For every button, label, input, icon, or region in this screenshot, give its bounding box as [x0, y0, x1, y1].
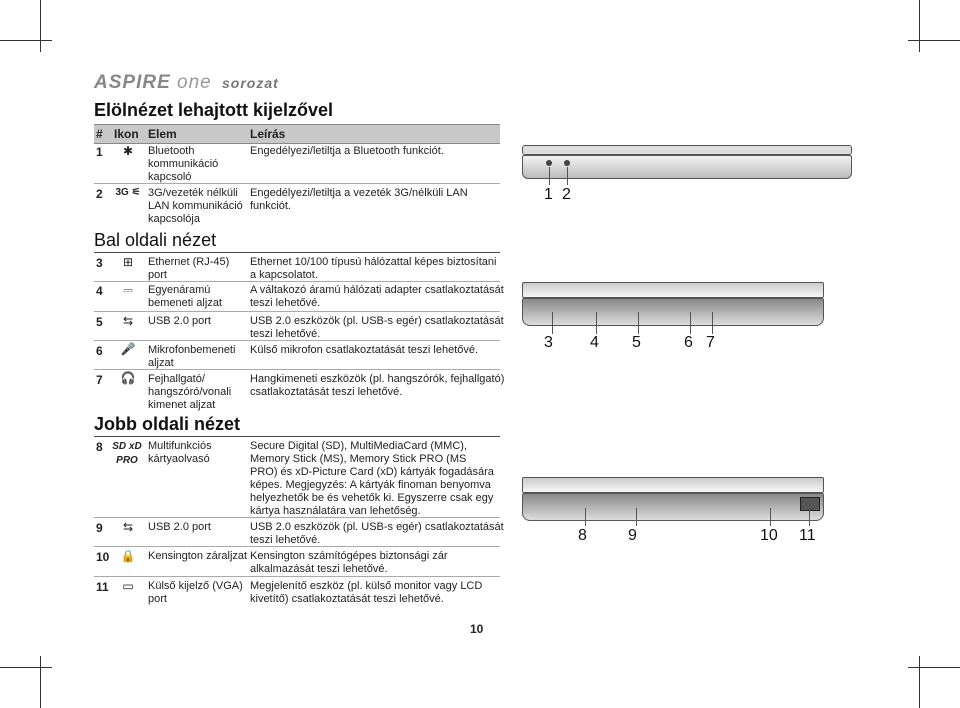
row-desc: Kensington számítógépes biztonsági zár alkalmazását teszi lehetővé.	[250, 550, 448, 575]
table-header	[94, 124, 500, 144]
row-desc: Hangkimeneti eszközök (pl. hangszórók, fejhallgató) csatlakoztatását teszi lehetővé.	[250, 373, 505, 398]
row-num: 2	[96, 187, 103, 201]
callout-line	[549, 167, 550, 185]
divider	[94, 436, 500, 437]
aspire-one-logo	[94, 72, 279, 94]
row-desc: A váltakozó áramú hálózati adapter csatlakoztatását teszi lehetővé.	[250, 284, 504, 309]
callout-2: 2	[562, 186, 571, 203]
dc-in-icon: ⎓	[123, 283, 133, 297]
header-icon: Ikon	[114, 127, 139, 141]
callout-3: 3	[544, 334, 553, 351]
crop-mark	[908, 40, 960, 41]
divider	[94, 311, 500, 312]
row-elem: Külső kijelző (VGA) port	[148, 580, 243, 605]
laptop-right-base	[522, 493, 824, 521]
divider	[94, 517, 500, 518]
row-num: 8	[96, 440, 103, 454]
callout-7: 7	[706, 334, 715, 351]
divider	[94, 252, 500, 253]
divider	[94, 546, 500, 547]
row-num: 5	[96, 315, 103, 329]
section-title-front: Elölnézet lehajtott kijelzővel	[94, 100, 334, 120]
callout-11: 11	[799, 527, 816, 544]
laptop-front-lid	[522, 145, 852, 155]
callout-line	[690, 312, 691, 334]
callout-line	[712, 312, 713, 334]
callout-line	[567, 167, 568, 185]
vga-icon: ▭	[122, 579, 134, 593]
row-num: 3	[96, 256, 103, 270]
callout-10: 10	[760, 527, 778, 544]
bluetooth-icon: ✱	[122, 144, 134, 158]
row-elem: 3G/vezeték nélküli LAN kommunikáció kapcsolója	[148, 187, 243, 225]
row-elem: Egyenáramú bemeneti aljzat	[148, 284, 222, 309]
callout-line	[636, 508, 637, 526]
crop-mark	[0, 667, 52, 668]
callout-line	[638, 312, 639, 334]
crop-mark	[919, 656, 920, 708]
crop-mark	[0, 40, 52, 41]
row-desc: Ethernet 10/100 típusú hálózattal képes biztosítani a kapcsolatot.	[250, 256, 497, 281]
row-num: 7	[96, 373, 103, 387]
callout-line	[552, 312, 553, 334]
vga-port	[800, 497, 820, 511]
headphones-icon: 🎧	[120, 371, 136, 385]
callout-8: 8	[578, 527, 587, 544]
callout-5: 5	[632, 334, 641, 351]
row-elem: Bluetooth kommunikáció kapcsoló	[148, 145, 219, 183]
section-title-right: Jobb oldali nézet	[94, 414, 241, 434]
divider	[94, 369, 500, 370]
card-reader-icon: SD xD PRO	[112, 441, 142, 466]
row-desc: Engedélyezi/letiltja a Bluetooth funkciót.	[250, 145, 444, 157]
divider	[94, 281, 500, 282]
divider	[94, 340, 500, 341]
row-elem: Fejhallgató/ hangszóró/vonali kimenet aljzat	[148, 373, 232, 411]
usb-icon: ⇆	[122, 520, 134, 534]
callout-4: 4	[590, 334, 599, 351]
row-elem: USB 2.0 port	[148, 521, 211, 533]
crop-mark	[40, 656, 41, 708]
row-elem: USB 2.0 port	[148, 315, 211, 327]
divider	[94, 183, 500, 184]
laptop-front-base	[522, 155, 852, 179]
row-num: 9	[96, 521, 103, 535]
callout-line	[596, 312, 597, 334]
laptop-left-lid	[522, 282, 824, 298]
laptop-right-lid	[522, 477, 824, 493]
row-elem: Kensington záraljzat	[148, 550, 248, 562]
crop-mark	[908, 667, 960, 668]
kensington-lock-icon: 🔒	[120, 549, 136, 563]
page-number: 10	[470, 622, 484, 636]
section-title-left: Bal oldali nézet	[94, 230, 217, 250]
laptop-left-base	[522, 298, 824, 326]
row-num: 1	[96, 145, 103, 159]
crop-mark	[919, 0, 920, 52]
divider	[94, 576, 500, 577]
bluetooth-switch	[546, 160, 552, 166]
row-num: 6	[96, 344, 103, 358]
logo-one: one	[177, 72, 212, 93]
row-elem: Multifunkciós kártyaolvasó	[148, 440, 212, 465]
logo-series: sorozat	[222, 75, 279, 91]
callout-1: 1	[544, 186, 553, 203]
callout-line	[809, 508, 810, 526]
header-desc: Leírás	[250, 127, 286, 141]
usb-icon: ⇆	[122, 314, 134, 328]
callout-6: 6	[684, 334, 693, 351]
callout-line	[770, 508, 771, 526]
header-num: #	[96, 127, 103, 141]
row-num: 10	[96, 550, 110, 564]
wireless-3g-icon: 3G ⚟	[115, 187, 141, 198]
row-desc: USB 2.0 eszközök (pl. USB-s egér) csatlakoztatását teszi lehetővé.	[250, 521, 504, 546]
header-elem: Elem	[148, 127, 177, 141]
row-desc: Secure Digital (SD), MultiMediaCard (MMC), Memory Stick (MS), Memory Stick PRO (MS PRO) és xD-Picture Card (xD) kártyák fogadására képes. Megjegyzés: A kártyák finoman benyomva helyezhetők be és vehetők ki. Egyszerre csak egy kártya használatára van lehetőség.	[250, 440, 494, 517]
crop-mark	[40, 0, 41, 52]
row-num: 4	[96, 284, 103, 298]
microphone-icon: 🎤	[120, 342, 136, 356]
callout-line	[585, 508, 586, 526]
logo-aspire: ASPIRE	[94, 72, 171, 93]
row-elem: Ethernet (RJ-45) port	[148, 256, 230, 281]
row-desc: Külső mikrofon csatlakoztatását teszi lehetővé.	[250, 344, 479, 356]
row-elem: Mikrofonbemeneti aljzat	[148, 344, 236, 369]
row-desc: Engedélyezi/letiltja a vezeték 3G/nélküli LAN funkciót.	[250, 187, 468, 212]
row-num: 11	[96, 580, 109, 594]
row-desc: USB 2.0 eszközök (pl. USB-s egér) csatlakoztatását teszi lehetővé.	[250, 315, 504, 340]
ethernet-icon: ⊞	[122, 255, 134, 269]
wireless-switch	[564, 160, 570, 166]
row-desc: Megjelenítő eszköz (pl. külső monitor vagy LCD kivetítő) csatlakoztatását teszi lehetővé.	[250, 580, 483, 605]
callout-9: 9	[628, 527, 637, 544]
